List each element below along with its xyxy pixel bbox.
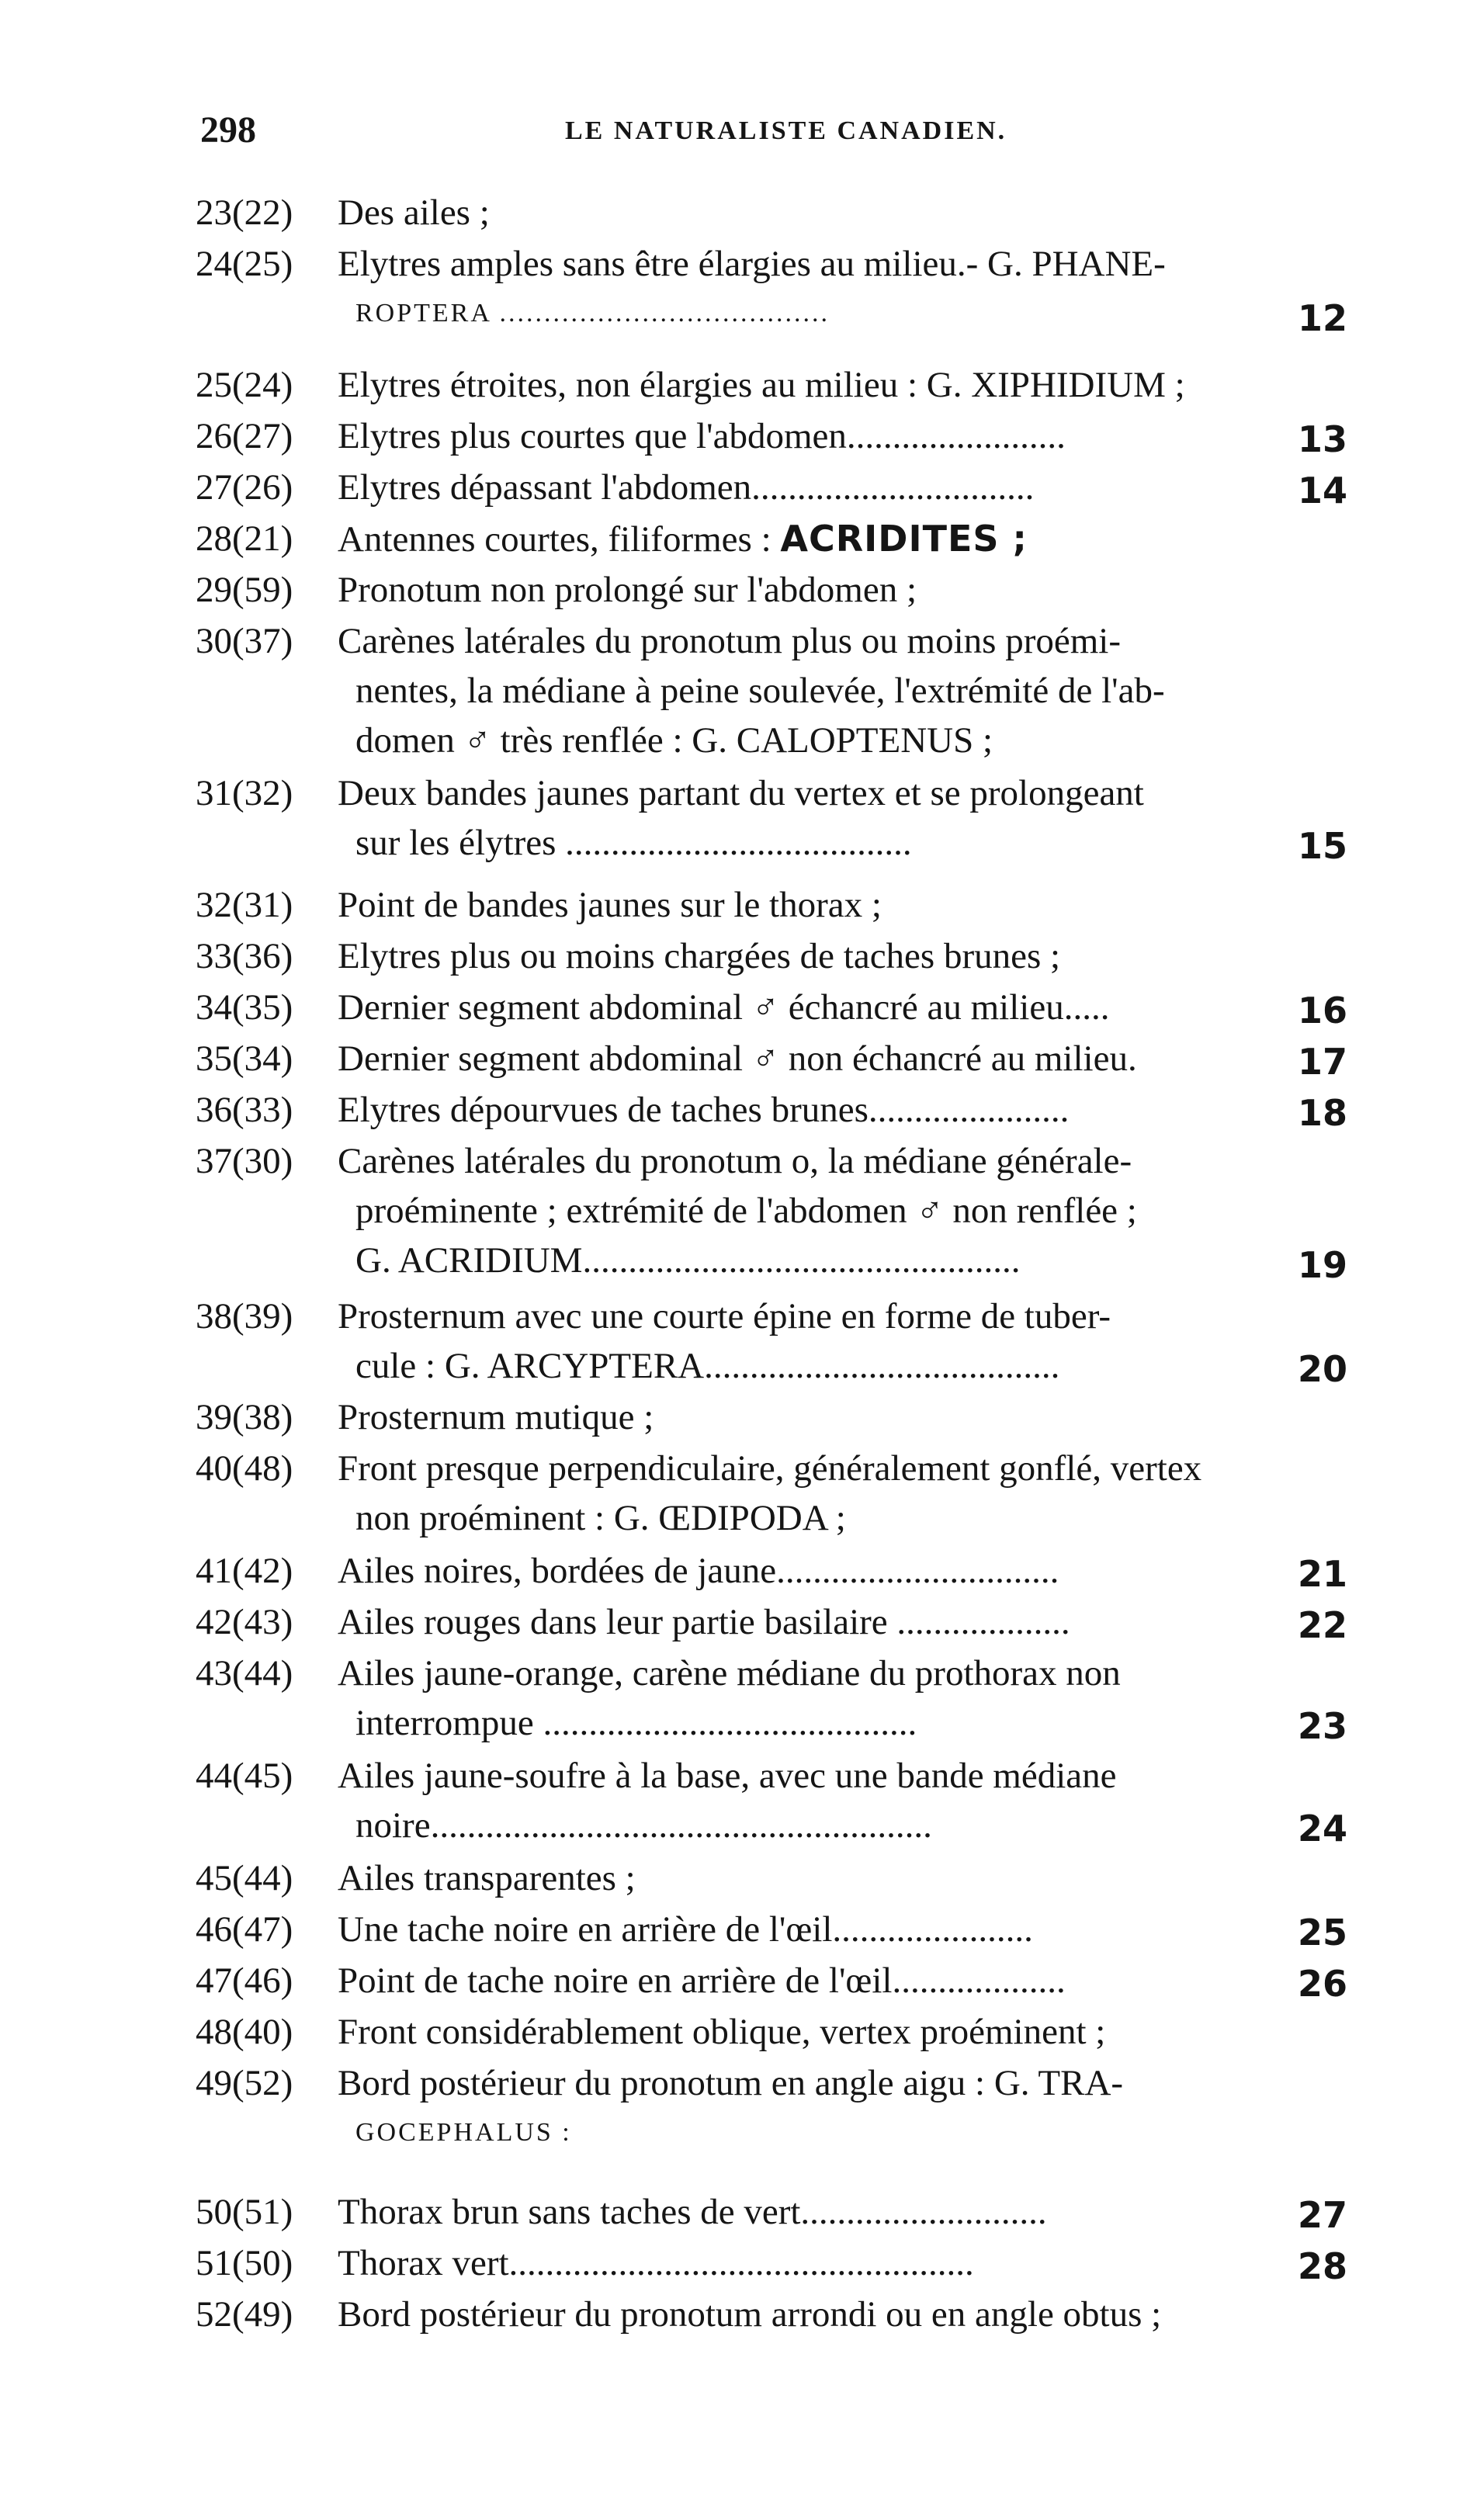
entry-number: 35(34) bbox=[196, 1038, 293, 1079]
entry-text: Dernier segment abdominal ♂ échancré au milieu..... bbox=[338, 987, 1110, 1028]
entry-text-continued: interrompue ......................................... bbox=[355, 1703, 917, 1743]
entry-text: Dernier segment abdominal ♂ non échancré au milieu. bbox=[338, 1038, 1137, 1079]
entry-number: 26(27) bbox=[196, 416, 293, 456]
entry-number: 48(40) bbox=[196, 2012, 293, 2052]
figure-number: 27 bbox=[1298, 2194, 1348, 2236]
entry-number: 38(39) bbox=[196, 1296, 293, 1336]
entry-text: Carènes latérales du pronotum plus ou moins proémi- bbox=[338, 621, 1121, 661]
entry-number: 40(48) bbox=[196, 1448, 293, 1489]
figure-number: 25 bbox=[1298, 1912, 1348, 1953]
entry-text: Elytres étroites, non élargies au milieu : G. XIPHIDIUM ; bbox=[338, 365, 1185, 405]
entry-text: Prosternum avec une courte épine en forme de tuber- bbox=[338, 1296, 1111, 1336]
page-number: 298 bbox=[200, 109, 256, 151]
entry-text: Des ailes ; bbox=[338, 192, 490, 233]
figure-number: 12 bbox=[1298, 297, 1348, 339]
entry-text: Pronotum non prolongé sur l'abdomen ; bbox=[338, 570, 917, 610]
figure-number: 20 bbox=[1298, 1348, 1348, 1390]
entry-text-continued: domen ♂ très renflée : G. CALOPTENUS ; bbox=[355, 720, 993, 761]
entry-text-continued: non proéminent : G. ŒDIPODA ; bbox=[355, 1498, 846, 1538]
figure-number: 23 bbox=[1298, 1705, 1348, 1747]
entry-text: Carènes latérales du pronotum o, la médiane générale- bbox=[338, 1141, 1132, 1181]
figure-number: 22 bbox=[1298, 1604, 1348, 1646]
entry-text: Front presque perpendiculaire, généralement gonflé, vertex bbox=[338, 1448, 1202, 1489]
entry-text: Prosternum mutique ; bbox=[338, 1397, 654, 1437]
figure-number: 14 bbox=[1298, 470, 1348, 511]
entry-text: Elytres dépassant l'abdomen............................... bbox=[338, 467, 1035, 508]
entry-text: Ailes jaune-orange, carène médiane du prothorax non bbox=[338, 1653, 1121, 1693]
figure-number: 13 bbox=[1298, 418, 1348, 460]
entry-number: 30(37) bbox=[196, 621, 293, 661]
entry-text-continued: sur les élytres ...................................... bbox=[355, 823, 912, 863]
entry-number: 32(31) bbox=[196, 885, 293, 925]
entry-number: 47(46) bbox=[196, 1960, 293, 2001]
entry-text: Deux bandes jaunes partant du vertex et se prolongeant bbox=[338, 773, 1144, 813]
entry-number: 51(50) bbox=[196, 2243, 293, 2283]
entry-text: Elytres plus ou moins chargées de taches brunes ; bbox=[338, 936, 1061, 976]
entry-text: Ailes rouges dans leur partie basilaire ................... bbox=[338, 1602, 1070, 1642]
figure-number: 19 bbox=[1298, 1244, 1348, 1286]
entry-number: 29(59) bbox=[196, 570, 293, 610]
entry-number: 34(35) bbox=[196, 987, 293, 1028]
figure-number: 28 bbox=[1298, 2245, 1348, 2287]
entry-number: 23(22) bbox=[196, 192, 293, 233]
entry-text: Point de bandes jaunes sur le thorax ; bbox=[338, 885, 882, 925]
running-title: LE NATURALISTE CANADIEN. bbox=[565, 116, 1007, 145]
entry-text-continued: GOCEPHALUS : bbox=[355, 2118, 572, 2147]
entry-text: Point de tache noire en arrière de l'œil................... bbox=[338, 1960, 1066, 2001]
entry-number: 50(51) bbox=[196, 2192, 293, 2232]
entry-text: Thorax vert................................................... bbox=[338, 2243, 974, 2283]
entry-number: 36(33) bbox=[196, 1090, 293, 1130]
entry-text-continued: proéminente ; extrémité de l'abdomen ♂ non renflée ; bbox=[355, 1191, 1137, 1231]
family-heading: ACRIDITES ; bbox=[780, 518, 1028, 560]
entry-text: Elytres plus courtes que l'abdomen........................ bbox=[338, 416, 1066, 456]
entry-number: 45(44) bbox=[196, 1858, 293, 1898]
figure-number: 21 bbox=[1298, 1553, 1348, 1595]
entry-text: Bord postérieur du pronotum arrondi ou en angle obtus ; bbox=[338, 2294, 1162, 2335]
entry-text: Ailes transparentes ; bbox=[338, 1858, 636, 1898]
entry-text: Ailes jaune-soufre à la base, avec une bande médiane bbox=[338, 1756, 1117, 1796]
figure-number: 18 bbox=[1298, 1092, 1348, 1134]
figure-number: 16 bbox=[1298, 990, 1348, 1031]
entry-number: 42(43) bbox=[196, 1602, 293, 1642]
entry-number: 31(32) bbox=[196, 773, 293, 813]
entry-number: 37(30) bbox=[196, 1141, 293, 1181]
entry-number: 25(24) bbox=[196, 365, 293, 405]
entry-number: 46(47) bbox=[196, 1909, 293, 1950]
figure-number: 15 bbox=[1298, 825, 1348, 867]
entry-text: Elytres amples sans être élargies au milieu.- G. PHANE- bbox=[338, 244, 1166, 284]
figure-number: 26 bbox=[1298, 1963, 1348, 2005]
figure-number: 17 bbox=[1298, 1041, 1348, 1083]
entry-text-continued: ROPTERA ..................................... bbox=[355, 299, 830, 328]
entry-number: 33(36) bbox=[196, 936, 293, 976]
entry-number: 52(49) bbox=[196, 2294, 293, 2335]
entry-number: 41(42) bbox=[196, 1551, 293, 1591]
entry-number: 49(52) bbox=[196, 2063, 293, 2103]
entry-text-continued: nentes, la médiane à peine soulevée, l'extrémité de l'ab- bbox=[355, 671, 1165, 711]
entry-number: 43(44) bbox=[196, 1653, 293, 1693]
entry-text bbox=[338, 515, 1028, 563]
entry-text: Front considérablement oblique, vertex proéminent ; bbox=[338, 2012, 1106, 2052]
page-header bbox=[200, 109, 1054, 163]
entry-number: 24(25) bbox=[196, 244, 293, 284]
entry-text: Ailes noires, bordées de jaune............................... bbox=[338, 1551, 1059, 1591]
entry-text: Thorax brun sans taches de vert........................... bbox=[338, 2192, 1047, 2232]
entry-number: 44(45) bbox=[196, 1756, 293, 1796]
entry-number: 28(21) bbox=[196, 518, 293, 559]
entry-text: Bord postérieur du pronotum en angle aigu : G. TRA- bbox=[338, 2063, 1124, 2103]
entry-text-continued: G. ACRIDIUM................................................ bbox=[355, 1240, 1021, 1281]
entry-number: 27(26) bbox=[196, 467, 293, 508]
entry-text: Elytres dépourvues de taches brunes...................... bbox=[338, 1090, 1070, 1130]
entry-text: Une tache noire en arrière de l'œil...................... bbox=[338, 1909, 1033, 1950]
entry-text-continued: cule : G. ARCYPTERA....................................... bbox=[355, 1346, 1060, 1386]
entry-number: 39(38) bbox=[196, 1397, 293, 1437]
figure-number: 24 bbox=[1298, 1808, 1348, 1849]
entry-text-part: Antennes courtes, filiformes : bbox=[338, 519, 771, 560]
entry-text-continued: noire....................................................... bbox=[355, 1805, 932, 1846]
